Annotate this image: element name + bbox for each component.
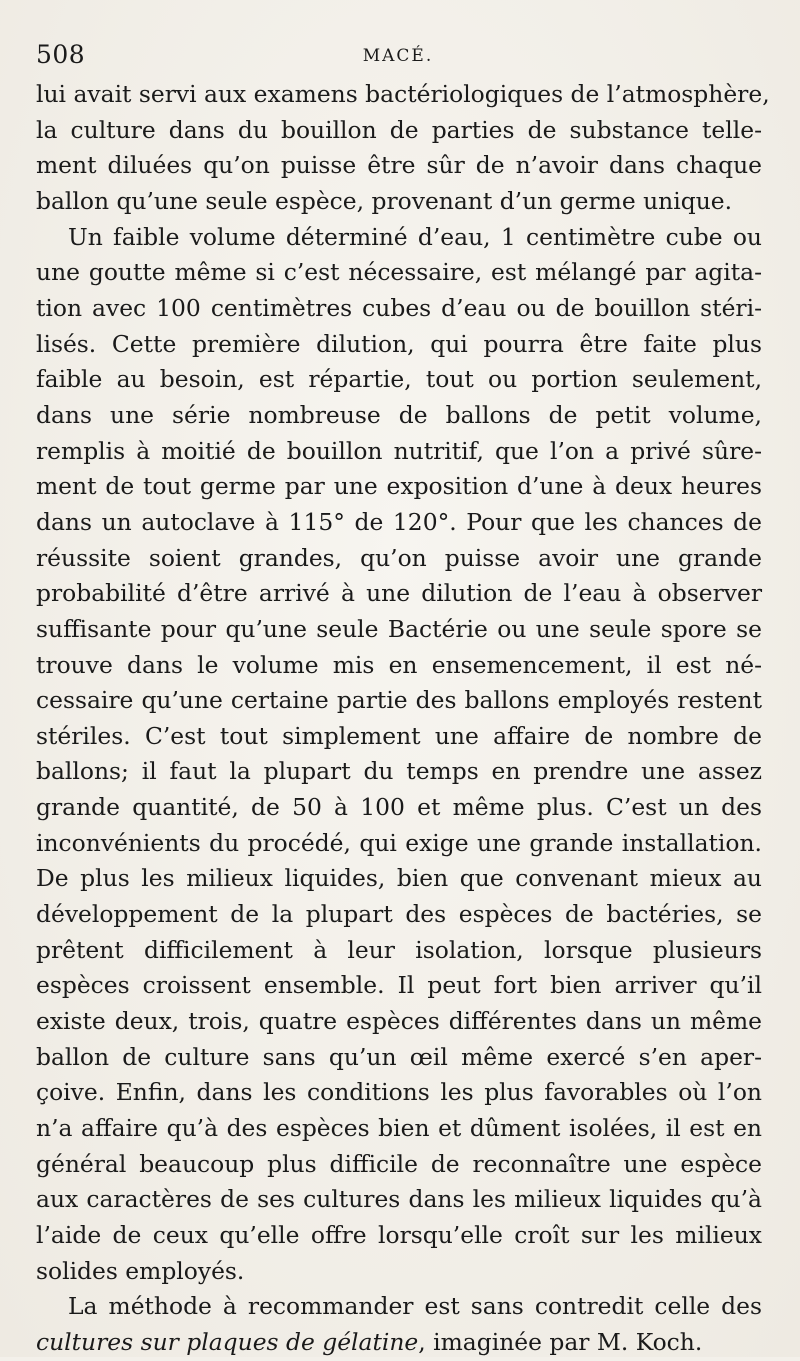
text-line: aux caractères de ses cultures dans les milieux liquides qu’à — [36, 1185, 762, 1214]
text-line: remplis à moitié de bouillon nutritif, que l’on a privé sûre- — [36, 436, 762, 465]
text-line: solides employés. — [36, 1256, 245, 1285]
text-line: n’a affaire qu’à des espèces bien et dûment isolées, il est en — [36, 1114, 762, 1143]
text-line: trouve dans le volume mis en ensemencement, il est né- — [36, 650, 762, 679]
text-line: espèces croissent ensemble. Il peut fort bien arriver qu’il — [36, 971, 762, 1000]
text-line: l’aide de ceux qu’elle offre lorsqu’elle croît sur les milieux — [36, 1221, 762, 1249]
text-line: çoive. Enfin, dans les conditions les plus favorables où l’on — [36, 1078, 762, 1107]
text-line: suffisante pour qu’une seule Bactérie ou une seule spore se — [36, 614, 762, 643]
text-line: stériles. C’est tout simplement une affaire de nombre de — [36, 721, 762, 750]
running-head: MACÉ. — [362, 46, 434, 66]
page-number: 508 — [36, 40, 86, 69]
text-line: dans un autoclave à 115° de 120°. Pour que les chances de — [36, 507, 762, 536]
text-line-last — [36, 1325, 762, 1361]
text-line: tion avec 100 centimètres cubes d’eau ou de bouillon stéri- — [36, 293, 762, 322]
text-line: inconvénients du procédé, qui exige une grande installation. — [36, 828, 762, 857]
italic-phrase: cultures sur plaques de gélatine — [36, 1327, 419, 1356]
text-line: lisés. Cette première dilution, qui pourra être faite plus — [36, 329, 762, 358]
text-line: ballons; il faut la plupart du temps en prendre une assez — [36, 757, 762, 786]
text-line: La méthode à recommander est sans contredit celle des — [68, 1292, 762, 1321]
text-line: ballon qu’une seule espèce, provenant d’un germe unique. — [36, 186, 733, 215]
text-line: faible au besoin, est répartie, tout ou portion seulement, — [36, 365, 762, 394]
text-line-tail: , imaginée par M. Koch. — [418, 1327, 703, 1356]
text-line: réussite soient grandes, qu’on puisse avoir une grande — [36, 543, 762, 572]
body-text — [36, 77, 770, 1361]
text-line: une goutte même si c’est nécessaire, est mélangé par agita- — [36, 258, 762, 287]
text-line: ment de tout germe par une exposition d’une à deux heures — [36, 472, 762, 501]
text-line: prêtent difficilement à leur isolation, lorsque plusieurs — [36, 935, 762, 964]
text-line: ment diluées qu’on puisse être sûr de n’avoir dans chaque — [36, 151, 762, 180]
text-line: la culture dans du bouillon de parties de substance telle- — [36, 115, 762, 144]
text-line: grande quantité, de 50 à 100 et même plus. C’est un des — [36, 793, 762, 822]
page-header — [36, 40, 760, 80]
text-line: général beaucoup plus difficile de reconnaître une espèce — [36, 1149, 762, 1178]
text-line: probabilité d’être arrivé à une dilution de l’eau à observer — [36, 579, 762, 608]
text-line: développement de la plupart des espèces de bactéries, se — [36, 900, 762, 929]
text-line: De plus les milieux liquides, bien que convenant mieux au — [36, 864, 762, 893]
text-line: existe deux, trois, quatre espèces différentes dans un même — [36, 1007, 762, 1036]
text-line: ballon de culture sans qu’un œil même exercé s’en aper- — [36, 1042, 762, 1071]
text-line: Un faible volume déterminé d’eau, 1 centimètre cube ou — [68, 222, 762, 251]
text-line: cessaire qu’une certaine partie des ballons employés restent — [36, 686, 762, 715]
text-line: dans une série nombreuse de ballons de petit volume, — [36, 400, 762, 429]
text-line: lui avait servi aux examens bactériologiques de l’atmosphère, — [36, 80, 770, 108]
